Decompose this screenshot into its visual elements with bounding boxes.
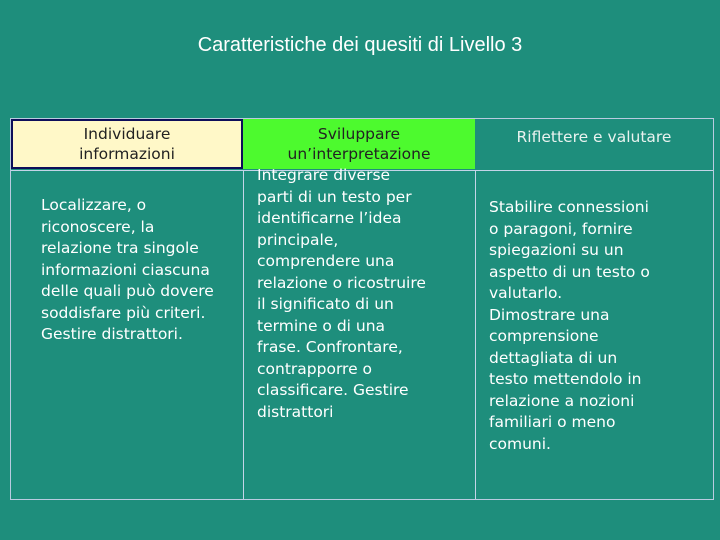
header-individuare-label: Individuare informazioni — [79, 125, 175, 163]
header-riflettere — [475, 119, 713, 169]
header-sviluppare — [243, 119, 475, 169]
levels-table — [10, 118, 714, 500]
cell-sviluppare: Integrare diverse parti di un testo per identificarne l’idea principale, comprendere una relazione o ricostruire il significato di un termine o di una frase. Confrontare, contrapporre o classificare. Gestire distrattori — [257, 166, 426, 421]
cell-riflettere: Stabilire connessioni o paragoni, fornire spiegazioni su un aspetto di un testo o valutarlo. Dimostrare una comprensione dettagliata di un testo mettendolo in relazione a nozioni familiari o meno comuni. — [489, 198, 650, 453]
cell-individuare: Localizzare, o riconoscere, la relazione tra singole informazioni ciascuna delle quali può dovere soddisfare più criteri. Gestire distrattori. — [41, 196, 214, 343]
header-individuare — [11, 119, 243, 169]
column-divider-1 — [243, 171, 244, 499]
header-riflettere-label: Riflettere e valutare — [516, 128, 672, 146]
slide-title: Caratteristiche dei quesiti di Livello 3 — [197, 34, 523, 56]
column-divider-2 — [475, 171, 476, 499]
header-sviluppare-label: Sviluppare un’interpretazione — [287, 125, 431, 163]
